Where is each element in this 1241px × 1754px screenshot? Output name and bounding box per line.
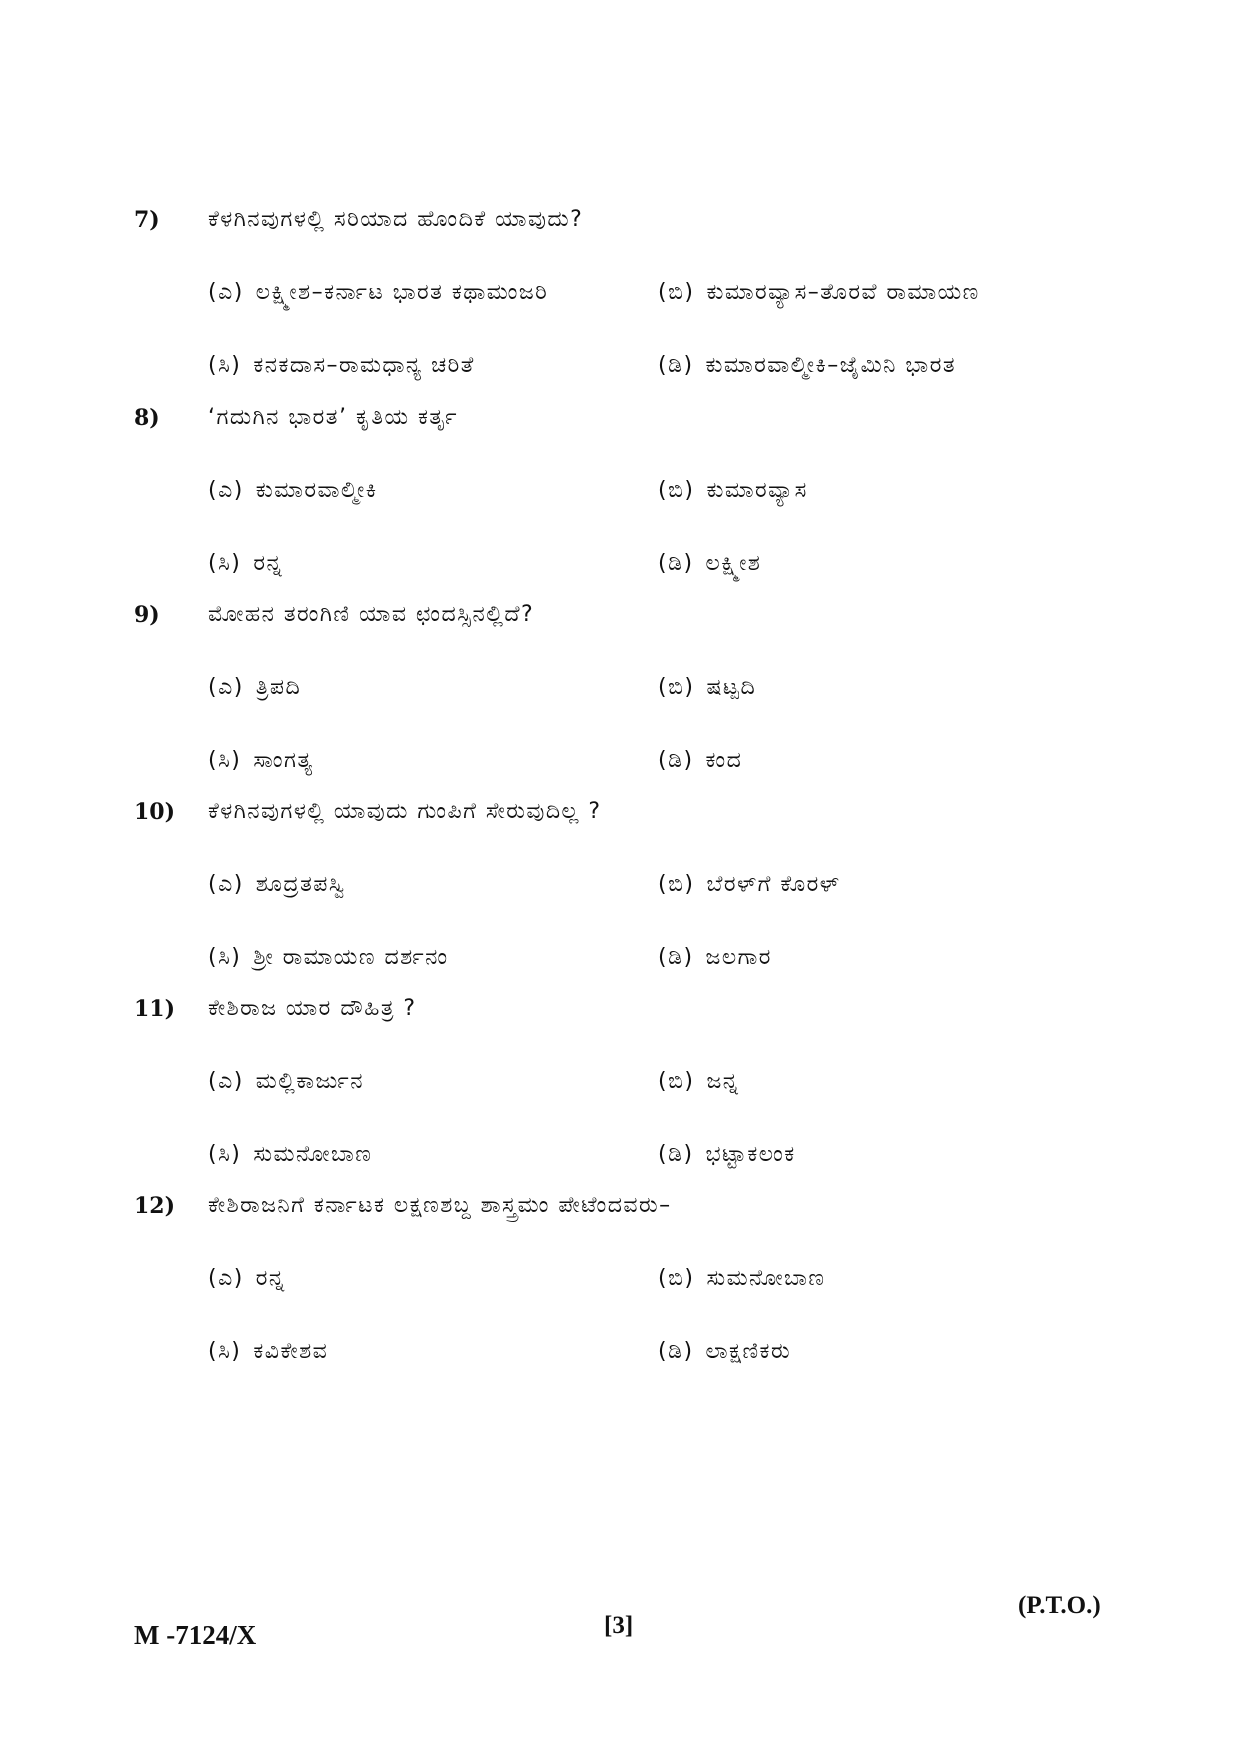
option-text: ಕುಮಾರವ್ಯಾಸ <box>706 478 808 503</box>
question-text: ಮೋಹನ ತರಂಗಿಣಿ ಯಾವ ಛಂದಸ್ಸಿನಲ್ಲಿದೆ? <box>208 602 535 627</box>
option-a <box>208 471 378 511</box>
option-b <box>658 1062 739 1102</box>
option-text: ಲಕ್ಷ್ಮೀಶ <box>705 551 762 576</box>
question-number: 11) <box>134 996 176 1022</box>
option-key: (ಎ) <box>208 675 244 700</box>
option-b <box>658 1259 825 1299</box>
question-header <box>134 200 1094 240</box>
option-key: (ಬಿ) <box>658 478 695 503</box>
option-key: (ಡಿ) <box>658 748 694 773</box>
option-text: ಸಾಂಗತ್ಯ <box>253 748 314 773</box>
option-row <box>134 1259 1094 1299</box>
question-10 <box>134 792 1094 978</box>
option-text: ಶೂದ್ರತಪಸ್ವಿ <box>255 872 346 897</box>
question-number: 7) <box>134 207 160 233</box>
option-d <box>658 544 761 584</box>
option-text: ಕವಿಕೇಶವ <box>253 1339 329 1364</box>
option-row <box>134 471 1094 511</box>
option-row <box>134 273 1094 313</box>
option-text: ಕುಮಾರವ್ಯಾಸ–ತೊರವೆ ರಾಮಾಯಣ <box>706 280 980 305</box>
option-key: (ಸಿ) <box>208 1339 242 1364</box>
option-row <box>134 668 1094 708</box>
option-c <box>208 741 314 781</box>
option-row <box>134 1332 1094 1372</box>
question-number: 10) <box>134 799 176 825</box>
option-text: ಸುಮನೋಬಾಣ <box>706 1266 826 1291</box>
question-header <box>134 1186 1094 1226</box>
option-text: ಲಕ್ಷ್ಮೀಶ–ಕರ್ನಾಟ ಭಾರತ ಕಥಾಮಂಜರಿ <box>255 280 549 305</box>
question-text: ‘ಗದುಗಿನ ಭಾರತ’ ಕೃತಿಯ ಕರ್ತೃ <box>208 405 458 430</box>
option-text: ಸುಮನೋಬಾಣ <box>253 1142 373 1167</box>
option-row <box>134 741 1094 781</box>
option-a <box>208 1062 364 1102</box>
option-key: (ಡಿ) <box>658 1339 694 1364</box>
option-c <box>208 938 449 978</box>
question-text: ಕೇಶಿರಾಜನಿಗೆ ಕರ್ನಾಟಕ ಲಕ್ಷಣಶಬ್ದ ಶಾಸ್ತ್ರಮಂ ಪೇಟೆಂದವರು– <box>208 1193 672 1218</box>
question-header <box>134 398 1094 438</box>
option-row <box>134 938 1094 978</box>
option-key: (ಸಿ) <box>208 551 242 576</box>
question-header <box>134 792 1094 832</box>
option-text: ಕನಕದಾಸ–ರಾಮಧಾನ್ಯ ಚರಿತೆ <box>253 353 475 378</box>
option-text: ಬೆರಳ್‌ಗೆ ಕೊರಳ್ <box>706 872 841 897</box>
option-d <box>658 346 956 386</box>
option-a <box>208 865 346 905</box>
option-d <box>658 1332 791 1372</box>
option-key: (ಎ) <box>208 872 244 897</box>
page-number: [3] <box>604 1612 634 1639</box>
question-text: ಕೇಶಿರಾಜ ಯಾರ ದೌಹಿತ್ರ ? <box>208 996 417 1021</box>
option-key: (ಸಿ) <box>208 353 242 378</box>
option-row <box>134 1135 1094 1175</box>
option-key: (ಎ) <box>208 478 244 503</box>
option-text: ಕುಮಾರವಾಲ್ಮೀಕಿ <box>255 478 378 503</box>
option-c <box>208 1135 372 1175</box>
option-c <box>208 544 283 584</box>
option-row <box>134 346 1094 386</box>
option-text: ಜಲಗಾರ <box>705 945 772 970</box>
option-c <box>208 346 475 386</box>
question-11 <box>134 989 1094 1175</box>
question-8 <box>134 398 1094 584</box>
paper-code: M -7124/X <box>134 1620 257 1650</box>
option-key: (ಎ) <box>208 280 244 305</box>
option-b <box>658 668 756 708</box>
question-text: ಕೆಳಗಿನವುಗಳಲ್ಲಿ ಸರಿಯಾದ ಹೊಂದಿಕೆ ಯಾವುದು? <box>208 207 584 232</box>
option-key: (ಡಿ) <box>658 1142 694 1167</box>
option-key: (ಬಿ) <box>658 1266 695 1291</box>
question-9 <box>134 595 1094 781</box>
option-text: ಭಟ್ಟಾಕಲಂಕ <box>705 1142 796 1167</box>
question-number: 12) <box>134 1193 176 1219</box>
option-key: (ಬಿ) <box>658 675 695 700</box>
question-header <box>134 595 1094 635</box>
option-text: ರನ್ನ <box>255 1266 286 1291</box>
option-text: ಲಾಕ್ಷಣಿಕರು <box>705 1339 792 1364</box>
question-number: 9) <box>134 602 160 628</box>
option-b <box>658 865 840 905</box>
question-header <box>134 989 1094 1029</box>
option-row <box>134 544 1094 584</box>
option-d <box>658 1135 796 1175</box>
option-key: (ಎ) <box>208 1069 244 1094</box>
option-key: (ಸಿ) <box>208 748 242 773</box>
question-number: 8) <box>134 405 160 431</box>
option-text: ಕಂದ <box>705 748 743 773</box>
option-key: (ಬಿ) <box>658 872 695 897</box>
option-key: (ಸಿ) <box>208 1142 242 1167</box>
question-text: ಕೆಳಗಿನವುಗಳಲ್ಲಿ ಯಾವುದು ಗುಂಪಿಗೆ ಸೇರುವುದಿಲ್ಲ ? <box>208 799 602 824</box>
option-c <box>208 1332 328 1372</box>
option-a <box>208 1259 286 1299</box>
option-d <box>658 741 742 781</box>
option-b <box>658 471 808 511</box>
option-b <box>658 273 980 313</box>
option-text: ಮಲ್ಲಿಕಾರ್ಜುನ <box>255 1069 364 1094</box>
option-text: ಶ್ರೀ ರಾಮಾಯಣ ದರ್ಶನಂ <box>253 945 449 970</box>
option-key: (ಬಿ) <box>658 1069 695 1094</box>
option-text: ತ್ರಿಪದಿ <box>255 675 302 700</box>
option-d <box>658 938 772 978</box>
option-a <box>208 668 301 708</box>
option-key: (ಡಿ) <box>658 551 694 576</box>
option-text: ಕುಮಾರವಾಲ್ಮೀಕಿ–ಜೈಮಿನಿ ಭಾರತ <box>705 353 956 378</box>
question-7 <box>134 200 1094 386</box>
option-a <box>208 273 548 313</box>
option-text: ಜನ್ನ <box>706 1069 740 1094</box>
option-key: (ಡಿ) <box>658 945 694 970</box>
please-turn-over: (P.T.O.) <box>1018 1592 1101 1619</box>
question-12 <box>134 1186 1094 1372</box>
option-key: (ಬಿ) <box>658 280 695 305</box>
option-text: ರನ್ನ <box>253 551 284 576</box>
option-key: (ಎ) <box>208 1266 244 1291</box>
option-key: (ಸಿ) <box>208 945 242 970</box>
option-row <box>134 865 1094 905</box>
option-key: (ಡಿ) <box>658 353 694 378</box>
option-text: ಷಟ್ಪದಿ <box>706 675 757 700</box>
option-row <box>134 1062 1094 1102</box>
